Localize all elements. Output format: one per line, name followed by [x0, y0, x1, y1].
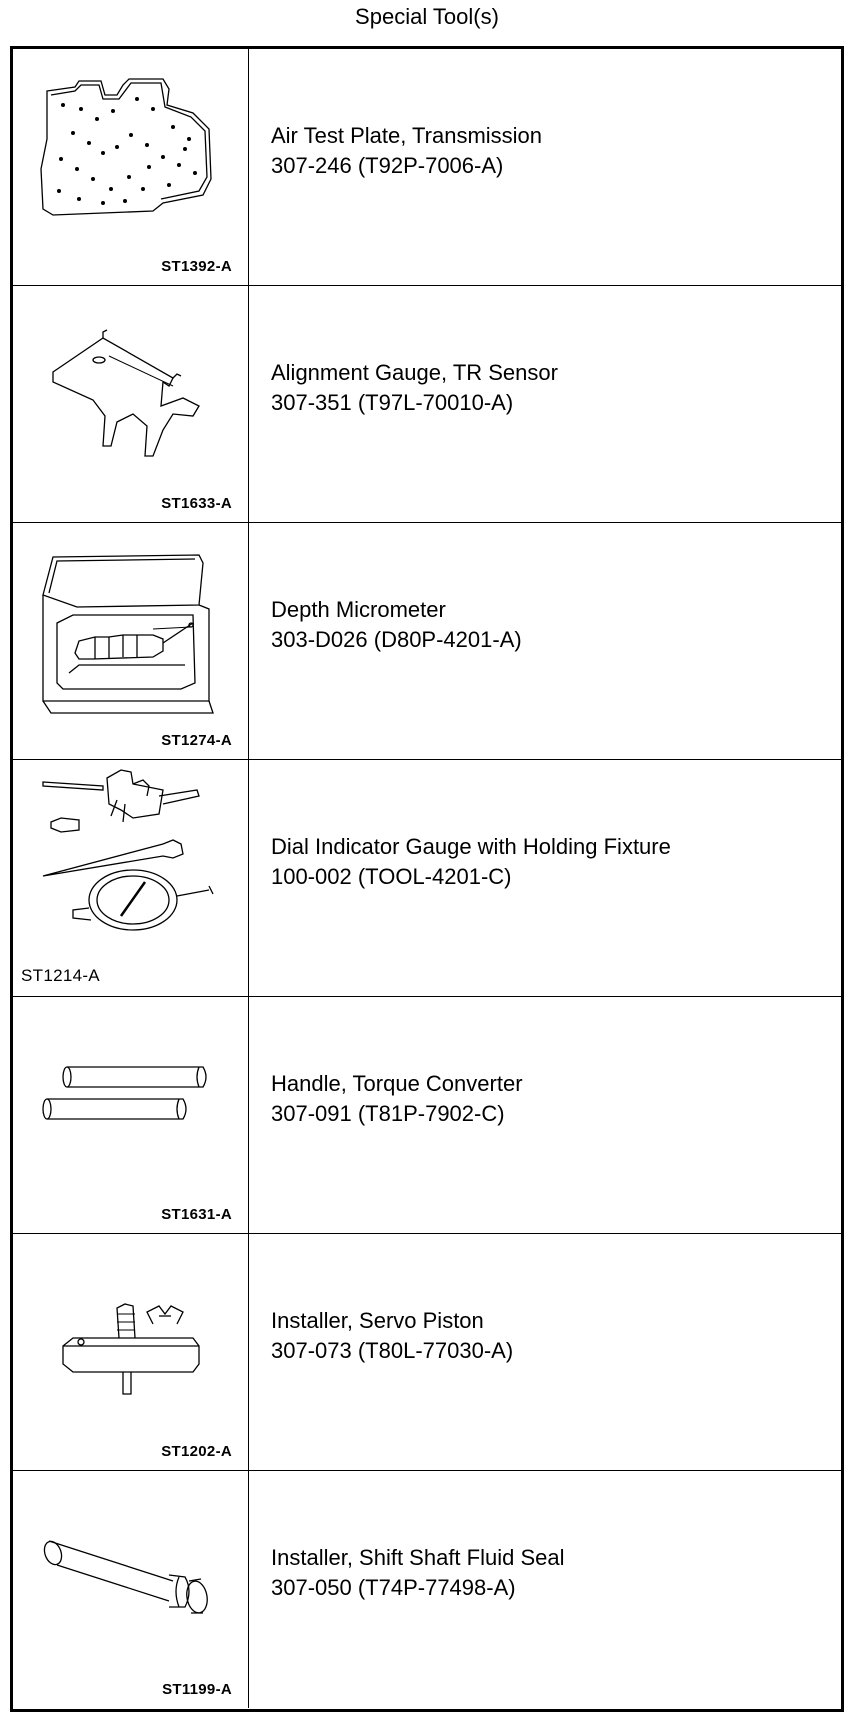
tool-image-cell — [13, 1471, 249, 1708]
tool-image-cell — [13, 1234, 249, 1470]
air-test-plate-icon — [13, 49, 249, 286]
tool-row — [13, 286, 841, 523]
tool-code: ST1633-A — [161, 495, 232, 512]
tool-description — [271, 1069, 523, 1129]
tool-description — [271, 1543, 565, 1603]
tool-image-cell — [13, 523, 249, 759]
tool-number: 307-091 (T81P-7902-C) — [271, 1101, 505, 1126]
servo-piston-installer-icon — [13, 1234, 249, 1471]
depth-micrometer-icon — [13, 523, 249, 760]
tool-name: Depth Micrometer — [271, 597, 446, 622]
tool-name: Installer, Shift Shaft Fluid Seal — [271, 1545, 565, 1570]
tool-name: Handle, Torque Converter — [271, 1071, 523, 1096]
tool-code: ST1631-A — [161, 1206, 232, 1223]
dial-indicator-icon — [13, 760, 249, 997]
tool-number: 307-050 (T74P-77498-A) — [271, 1575, 516, 1600]
torque-converter-handle-icon — [13, 997, 249, 1234]
tool-row — [13, 1234, 841, 1471]
tool-name: Air Test Plate, Transmission — [271, 123, 543, 148]
tool-number: 303-D026 (D80P-4201-A) — [271, 627, 522, 652]
tool-code: ST1214-A — [21, 966, 100, 985]
tool-image-cell — [13, 286, 249, 522]
tool-number: 307-246 (T92P-7006-A) — [271, 153, 504, 178]
tool-row — [13, 523, 841, 760]
tool-row — [13, 49, 841, 286]
tool-image-cell — [13, 760, 249, 996]
tool-row — [13, 760, 841, 997]
page-title: Special Tool(s) — [355, 4, 499, 29]
tool-code: ST1202-A — [161, 1443, 232, 1460]
tool-number: 307-351 (T97L-70010-A) — [271, 390, 514, 415]
tool-row — [13, 997, 841, 1234]
tool-description — [271, 595, 522, 655]
tool-number: 100-002 (TOOL-4201-C) — [271, 864, 512, 889]
alignment-gauge-icon — [13, 286, 249, 523]
tool-description — [271, 121, 542, 181]
tool-number: 307-073 (T80L-77030-A) — [271, 1338, 514, 1363]
tool-description — [271, 1306, 513, 1366]
tool-code: ST1274-A — [161, 732, 232, 749]
tool-description — [271, 358, 558, 418]
fluid-seal-installer-icon — [13, 1471, 249, 1708]
tool-image-cell — [13, 997, 249, 1233]
tool-name: Dial Indicator Gauge with Holding Fixture — [271, 834, 671, 859]
tool-image-cell — [13, 49, 249, 285]
tool-code: ST1199-A — [162, 1681, 232, 1698]
special-tools-table — [10, 46, 844, 1712]
tool-description — [271, 832, 671, 892]
tool-row — [13, 1471, 841, 1708]
tool-code: ST1392-A — [161, 258, 232, 275]
tool-name: Alignment Gauge, TR Sensor — [271, 360, 558, 385]
tool-name: Installer, Servo Piston — [271, 1308, 484, 1333]
